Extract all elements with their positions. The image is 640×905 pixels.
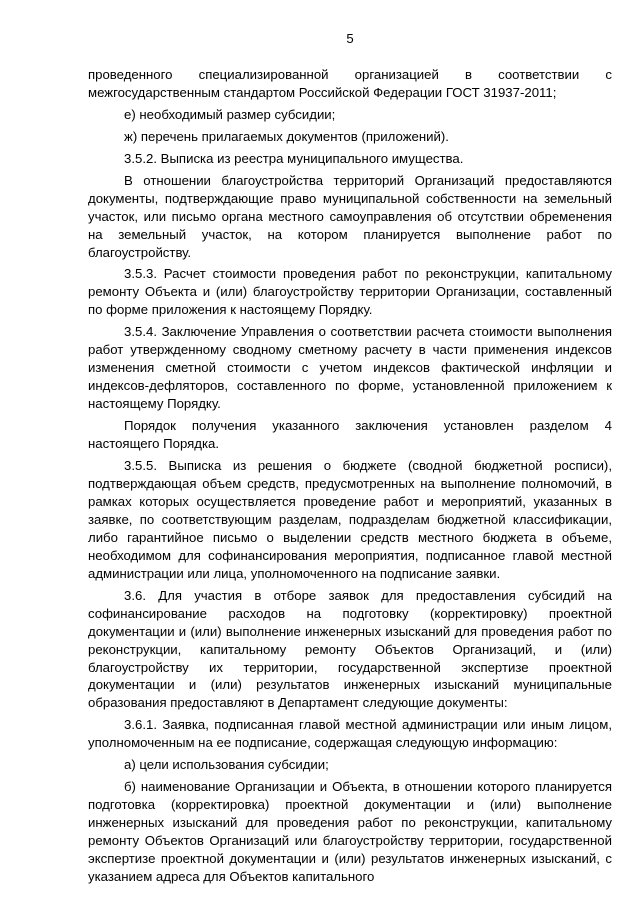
- clause-3-6: 3.6. Для участия в отборе заявок для предоставления субсидий на софинансирование расходов на подготовку (корректировку) проектной документации и (или) выполнение инженерных изысканий для проведения работ по реконструкции, капитальному ремонту Объектов Организаций, и (или) благоустройству их территории, государственной экспертизе проектной документации и (или) результатов инженерных изысканий муниципальные образования предоставляют в Департамент следующие документы:: [88, 587, 612, 711]
- paragraph-land-improvement: В отношении благоустройства территорий Организаций предоставляются документы, подтверждающие право муниципальной собственности на земельный участок, или письмо органа местного самоуправления об отсутствии обременения на земельный участок, на котором планируется выполнение работ по благоустройству.: [88, 172, 612, 260]
- clause-3-5-5: 3.5.5. Выписка из решения о бюджете (сводной бюджетной росписи), подтверждающая объем средств, предусмотренных на выполнение полномочий, в рамках которых осуществляется проведение работ и мероприятий, указанных в заявке, по соответствующим разделам, подразделам бюджетной классификации, либо гарантийное письмо о выделении средств местного бюджета в объеме, необходимом для софинансирования мероприятия, подписанное главой местной администрации или лица, уполномоченного на подписание заявки.: [88, 458, 612, 581]
- list-item-e: е) необходимый размер субсидии;: [124, 106, 336, 122]
- page-number: 5: [346, 31, 354, 46]
- paragraph-continuation: проведенного специализированной организацией в соответствии с межгосударственным стандартом Российской Федерации ГОСТ 31937-2011;: [88, 66, 612, 100]
- paragraph-conclusion-procedure: Порядок получения указанного заключения установлен разделом 4 настоящего Порядка.: [88, 418, 612, 452]
- clause-3-5-2: 3.5.2. Выписка из реестра муниципального имущества.: [124, 150, 464, 166]
- list-item-a: а) цели использования субсидии;: [124, 757, 329, 773]
- list-item-b: б) наименование Организации и Объекта, в отношении которого планируется подготовка (корректировка) проектной документации и (или) выполнение инженерных изысканий для проведения работ по реконструкции, капитальному ремонту Объектов Организаций или благоустройству территории, государственной экспертизе проектной документации и (или) результатов инженерных изысканий, с указанием адреса для Объектов капитального: [88, 779, 612, 884]
- clause-3-5-4: 3.5.4. Заключение Управления о соответствии расчета стоимости выполнения работ утвержденному сводному сметному расчету в части применения индексов изменения сметной стоимости с учетом индексов фактической инфляции и индексов-дефляторов, составленного по форме, установленной приложением к настоящему Порядку.: [88, 324, 612, 412]
- list-item-zh: ж) перечень прилагаемых документов (приложений).: [124, 128, 449, 144]
- clause-3-5-3: 3.5.3. Расчет стоимости проведения работ по реконструкции, капитальному ремонту Объекта и (или) благоустройству территории Организации, составленный по форме приложения к настоящему Порядку.: [88, 266, 612, 318]
- clause-3-6-1: 3.6.1. Заявка, подписанная главой местной администрации или иным лицом, уполномоченным на ее подписание, содержащая следующую информацию:: [88, 717, 612, 751]
